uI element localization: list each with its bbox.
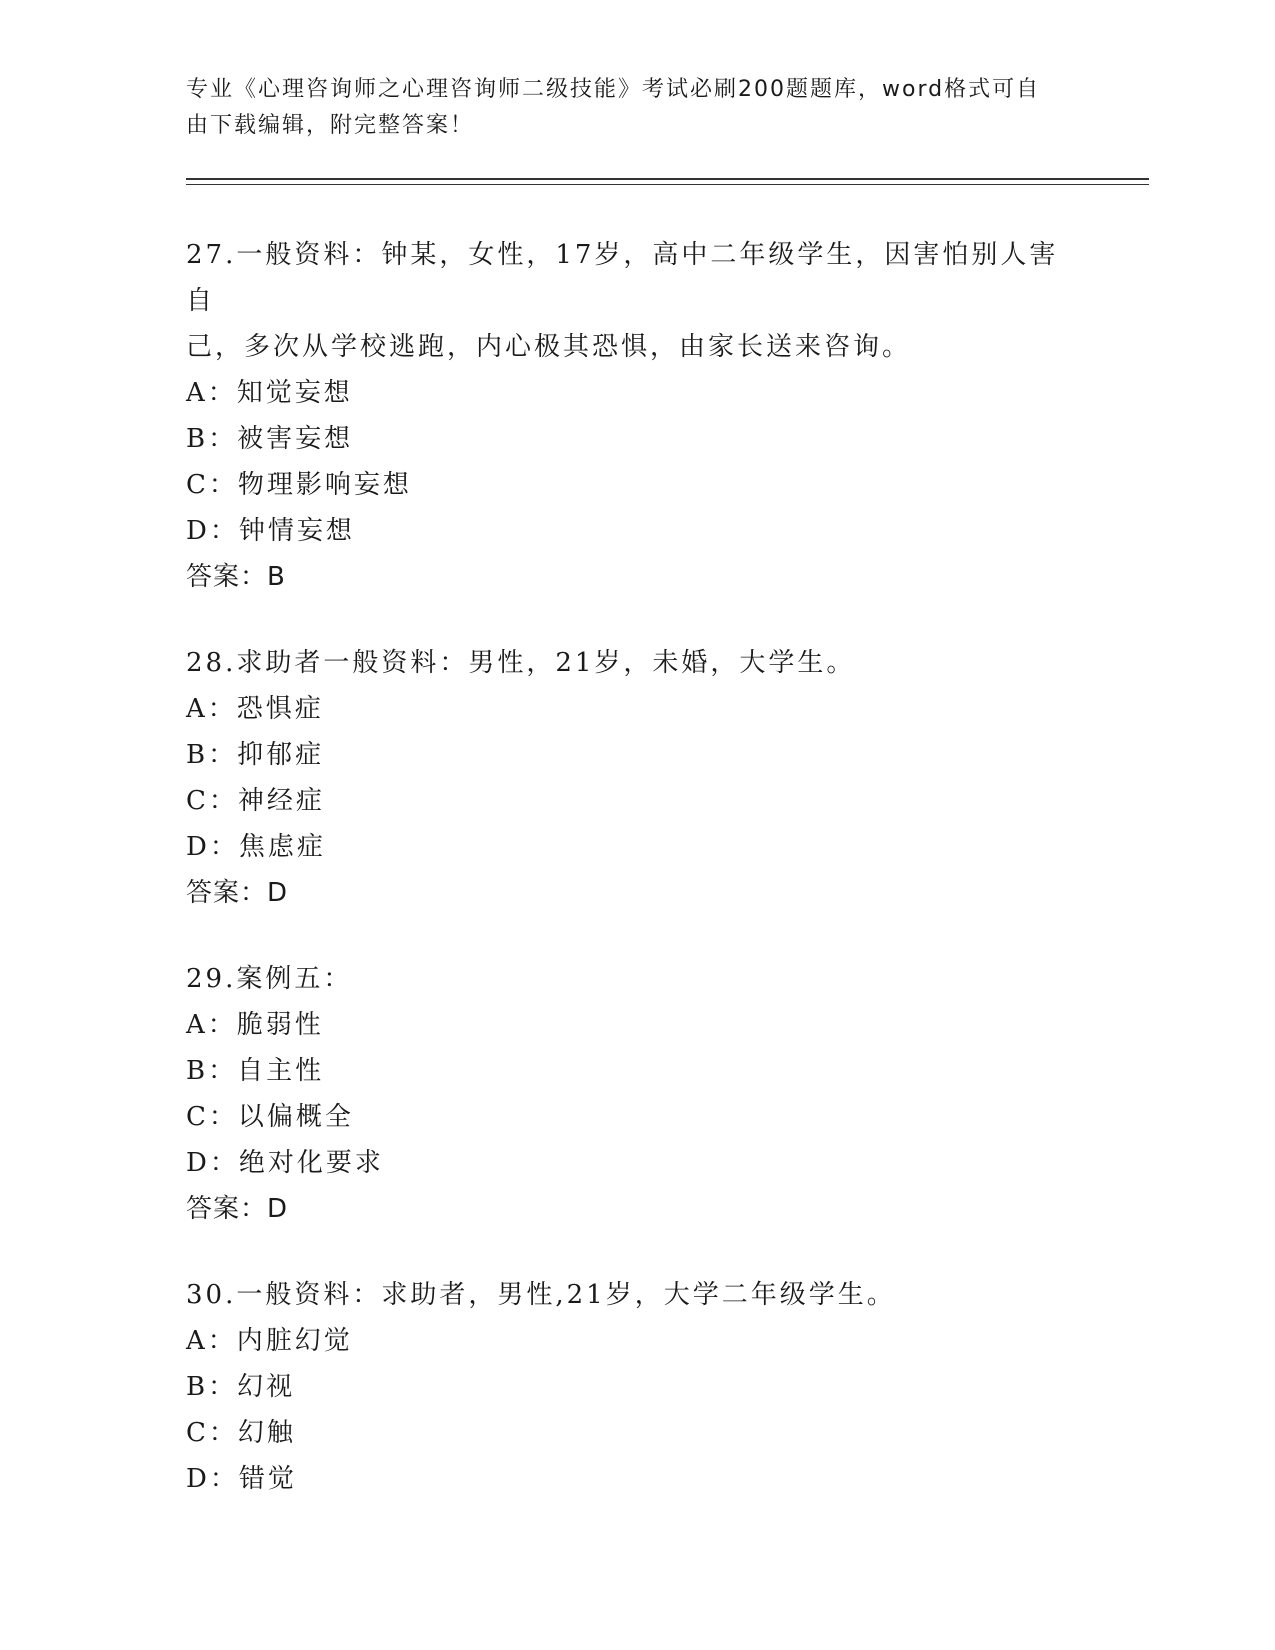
option-a: A：知觉妄想 xyxy=(186,378,353,408)
option-d: D：绝对化要求 xyxy=(186,1148,384,1178)
answer-line: 答案：B xyxy=(186,562,286,592)
question-stem-continued: 己，多次从学校逃跑，内心极其恐惧，由家长送来咨询。 xyxy=(186,332,912,362)
document-header xyxy=(186,72,1066,144)
option-d: D：错觉 xyxy=(186,1464,297,1494)
question-stem: 29.案例五： xyxy=(186,964,353,994)
question-29 xyxy=(186,956,1086,1232)
option-a: A：恐惧症 xyxy=(186,694,324,724)
option-b: B：被害妄想 xyxy=(186,424,354,454)
question-stem: 27.一般资料：钟某，女性，17岁，高中二年级学生，因害怕别人害自 xyxy=(186,240,1059,316)
option-d: D：焦虑症 xyxy=(186,832,326,862)
option-b: B：幻视 xyxy=(186,1372,296,1402)
option-b: B：自主性 xyxy=(186,1056,325,1086)
question-27 xyxy=(186,232,1086,600)
option-b: B：抑郁症 xyxy=(186,740,325,770)
question-stem: 30.一般资料：求助者，男性,21岁，大学二年级学生。 xyxy=(186,1280,896,1310)
header-line-1: 专业《心理咨询师之心理咨询师二级技能》考试必刷200题题库，word格式可自 xyxy=(186,77,1041,102)
option-c: C：以偏概全 xyxy=(186,1102,354,1132)
option-c: C：神经症 xyxy=(186,786,325,816)
option-a: A：脆弱性 xyxy=(186,1010,324,1040)
question-30 xyxy=(186,1272,1086,1502)
option-d: D：钟情妄想 xyxy=(186,516,355,546)
header-line-2: 由下载编辑，附完整答案！ xyxy=(186,113,475,138)
option-c: C：幻触 xyxy=(186,1418,296,1448)
option-a: A：内脏幻觉 xyxy=(186,1326,353,1356)
header-divider xyxy=(186,178,1149,185)
answer-line: 答案：D xyxy=(186,878,289,908)
question-stem: 28.求助者一般资料：男性，21岁，未婚，大学生。 xyxy=(186,648,856,678)
option-c: C：物理影响妄想 xyxy=(186,470,412,500)
question-list xyxy=(186,232,1086,1542)
question-28 xyxy=(186,640,1086,916)
answer-line: 答案：D xyxy=(186,1194,289,1224)
